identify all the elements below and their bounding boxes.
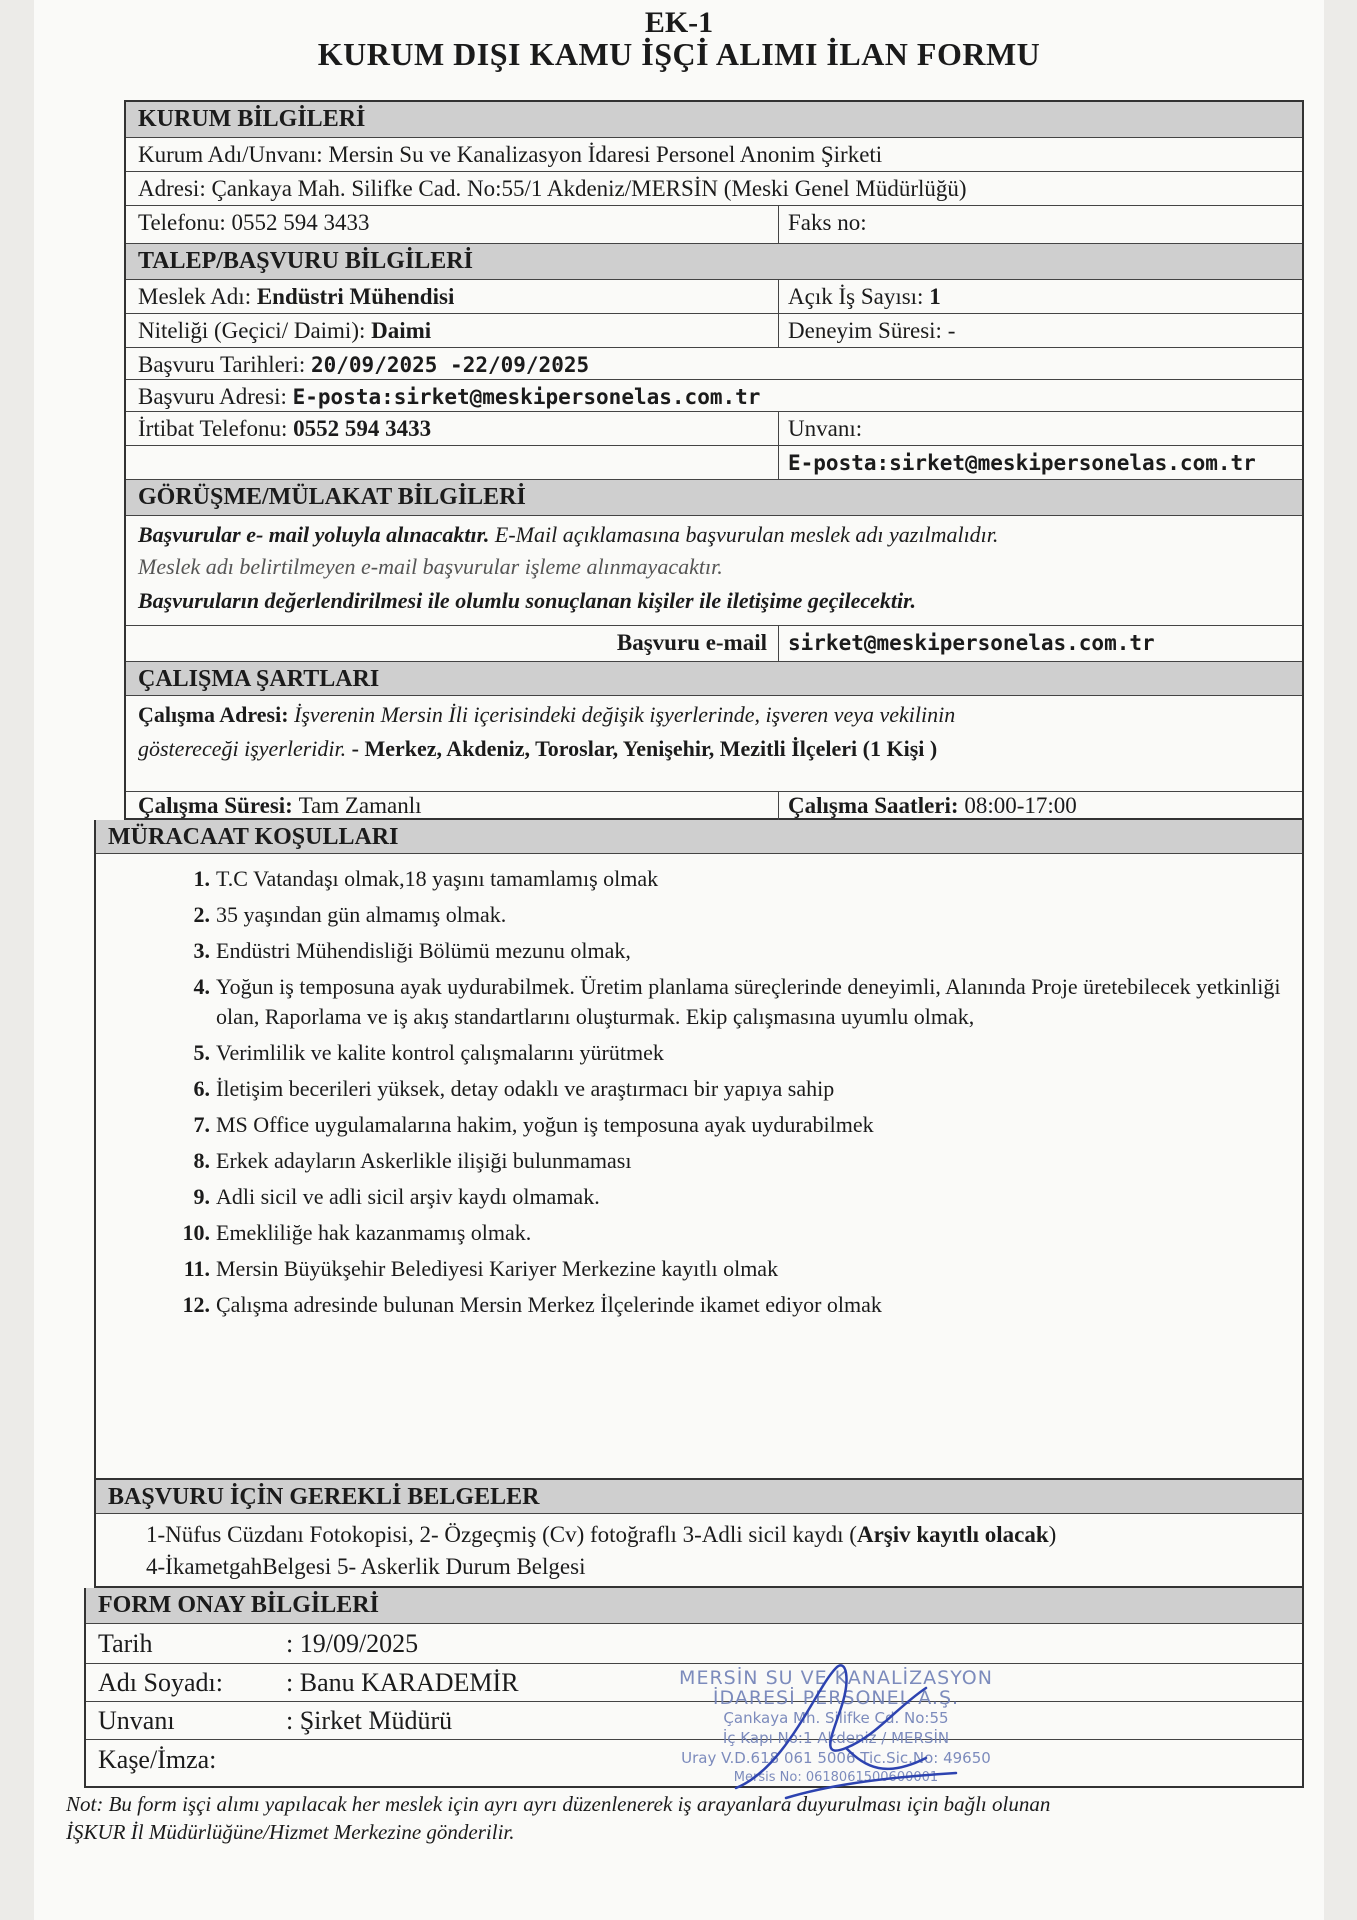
gorusme-line2: Meslek adı belirtilmeyen e-mail başvurular işleme alınmayacaktır. [138,554,723,579]
section-talep-title: TALEP/BAŞVURU BİLGİLERİ [138,248,473,274]
stamp-line5: Uray V.D.618 061 5006 Tic.Sic.No: 49650 [681,1749,991,1767]
condition-item [96,900,1292,930]
calisma-adres-label: Çalışma Adresi: [138,702,295,727]
condition-text: Çalışma adresinde bulunan Mersin Merkez İlçelerinde ikamet ediyor olmak [216,1292,882,1317]
section-muracaat-title: MÜRACAAT KOŞULLARI [108,824,399,850]
calisma-ilceler: - Merkez, Akdeniz, Toroslar, Yenişehir, Mezitli İlçeleri (1 Kişi ) [346,736,938,761]
condition-number: 9. [193,1184,210,1209]
deneyim: Deneyim Süresi: - [788,318,956,343]
irtibat-row [126,412,1302,446]
footer-note-line1: Not: Bu form işçi alımı yapılacak her meslek için ayrı ayrı düzenlenerek iş arayanlara duyurulması için bağlı olunan [66,1792,1051,1816]
condition-number: 12. [182,1292,210,1317]
form-title: KURUM DIŞI KAMU İŞÇİ ALIMI İLAN FORMU [317,36,1041,72]
kurum-fax: Faks no: [788,210,867,235]
tarih-label: Başvuru Tarihleri: [138,352,311,377]
condition-text: Verimlilik ve kalite kontrol çalışmalarını yürütmek [216,1040,664,1065]
condition-text: Adli sicil ve adli sicil arşiv kaydı olmamak. [216,1184,600,1209]
condition-item [96,1146,1292,1176]
kurum-address-row [126,172,1302,206]
eposta-value: E-posta:sirket@meskipersonelas.com.tr [788,451,1256,475]
section-kurum [126,102,1302,138]
section-gorusme-title: GÖRÜŞME/MÜLAKAT BİLGİLERİ [138,484,526,510]
calisma-adres [126,696,1302,792]
muracaat-section [94,820,1304,1480]
nitelik-value: Daimi [371,318,432,343]
unvan-label: Unvanı: [788,416,863,441]
section-gorusme [126,480,1302,516]
condition-number: 11. [183,1256,210,1281]
meslek-row [126,280,1302,314]
condition-number: 1. [193,866,210,891]
stamp-line2: İDARESİ PERSONEL A.Ş. [712,1687,960,1709]
calisma-sure-row [126,792,1302,820]
section-calisma [126,662,1302,696]
onay-kase-label: Kaşe/İmza: [98,1745,217,1774]
irtibat-value: 0552 594 3433 [293,416,432,441]
condition-item [96,972,1292,1032]
kurum-address: Adresi: Çankaya Mah. Silifke Cad. No:55/1 Akdeniz/MERSİN (Meski Genel Müdürlüğü) [138,176,967,201]
kurum-name-row [126,138,1302,172]
belgeler-arsiv: Arşiv kayıtlı olacak [856,1522,1049,1547]
condition-item [96,1038,1292,1068]
basvuru-adres-value: E-posta:sirket@meskipersonelas.com.tr [292,385,761,409]
kurum-name: Kurum Adı/Unvanı: Mersin Su ve Kanalizasyon İdaresi Personel Anonim Şirketi [138,142,883,167]
condition-number: 4. [193,974,210,999]
irtibat-label: İrtibat Telefonu: [138,416,294,441]
section-onay [86,1588,1302,1624]
form-page [34,0,1324,1920]
sure-value: Tam Zamanlı [298,793,422,818]
section-belgeler [96,1480,1302,1514]
onay-tarih-row [86,1624,1302,1664]
condition-item [96,1074,1292,1104]
onay-unvan-value: : Şirket Müdürü [286,1706,453,1735]
kurum-phone-row [126,206,1302,244]
tarih-row [126,348,1302,380]
stamp-line1: MERSİN SU VE KANALİZASYON [679,1667,993,1689]
onay-unvan-label: Unvanı [98,1706,175,1735]
condition-text: Endüstri Mühendisliği Bölümü mezunu olmak, [216,938,631,963]
basvuru-adres-label: Başvuru Adresi: [138,384,293,409]
info-table [124,100,1304,820]
condition-item [96,936,1292,966]
condition-number: 6. [193,1076,210,1101]
section-kurum-title: KURUM BİLGİLERİ [138,106,366,132]
section-belgeler-title: BAŞVURU İÇİN GEREKLİ BELGELER [108,1484,540,1510]
saat-value: 08:00-17:00 [964,793,1077,818]
belgeler-section [94,1480,1304,1588]
calisma-adres-line1: İşverenin Mersin İli içerisindeki değişik işyerlerinde, işveren veya vekilinin [294,702,956,727]
meslek-label: Meslek Adı: [138,284,257,309]
onay-section [84,1588,1304,1788]
onay-tarih-value: : 19/09/2025 [286,1629,419,1658]
condition-text: Yoğun iş temposuna ayak uydurabilmek. Üretim planlama süreçlerinde deneyimli, Alanında Proje üretebilecek yetkinliği olan, Raporlama ve iş akış standartlarını oluşturmak. Ekip çalışmasına uyumlu olmak, [216,974,1281,1029]
condition-item [96,1182,1292,1212]
gorusme-line1-rest: E-Mail açıklamasına başvurulan meslek adı yazılmalıdır. [489,522,999,547]
tarih-value: 20/09/2025 -22/09/2025 [310,353,590,377]
nitelik-label: Niteliği (Geçici/ Daimi): [138,318,372,343]
eposta-row [126,446,1302,480]
condition-item [96,864,1292,894]
belgeler-line2: 4-İkametgahBelgesi 5- Askerlik Durum Belgesi [146,1554,586,1579]
condition-text: MS Office uygulamalarına hakim, yoğun iş temposuna ayak uydurabilmek [216,1112,874,1137]
meslek-value: Endüstri Mühendisi [256,284,455,309]
section-onay-title: FORM ONAY BİLGİLERİ [98,1592,379,1618]
condition-number: 2. [193,902,210,927]
basvuru-adres-row [126,380,1302,412]
calisma-adres-line2: göstereceği işyerleridir. [138,736,347,761]
nitelik-row [126,314,1302,348]
condition-number: 8. [193,1148,210,1173]
condition-text: 35 yaşından gün almamış olmak. [216,902,507,927]
belgeler-line1: 1-Nüfus Cüzdanı Fotokopisi, 2- Özgeçmiş (Cv) fotoğraflı 3-Adli sicil kaydı ( [146,1522,857,1547]
signature [726,1648,966,1808]
condition-number: 10. [182,1220,210,1245]
basvuru-email-row [126,626,1302,662]
saat-label: Çalışma Saatleri: [788,793,965,818]
condition-text: İletişim becerileri yüksek, detay odaklı ve araştırmacı bir yapıya sahip [216,1076,835,1101]
form-code: EK-1 [644,6,714,39]
section-talep [126,244,1302,280]
acik-is-label: Açık İş Sayısı: [788,284,930,309]
condition-text: T.C Vatandaşı olmak,18 yaşını tamamlamış olmak [216,866,659,891]
conditions-list [96,864,1292,1326]
section-calisma-title: ÇALIŞMA ŞARTLARI [138,666,380,692]
sure-label: Çalışma Süresi: [138,793,299,818]
kurum-phone: Telefonu: 0552 594 3433 [138,210,370,235]
condition-text: Emekliliğe hak kazanmamış olmak. [216,1220,532,1245]
gorusme-line3: Başvuruların değerlendirilmesi ile olumlu sonuçlanan kişiler ile iletişime geçilecektir. [138,588,916,613]
onay-ad-label: Adı Soyadı: [98,1668,223,1697]
condition-number: 5. [193,1040,210,1065]
stamp-line4: İç Kapı No:1 Akdeniz / MERSİN [722,1729,950,1747]
condition-number: 3. [193,938,210,963]
condition-item [96,1290,1292,1320]
belgeler-line1-end: ) [1048,1522,1057,1547]
condition-text: Erkek adayların Askerlikle ilişiği bulunmaması [216,1148,632,1173]
onay-tarih-label: Tarih [98,1629,153,1658]
gorusme-text [126,516,1302,626]
condition-text: Mersin Büyükşehir Belediyesi Kariyer Merkezine kayıtlı olmak [216,1256,779,1281]
onay-ad-value: : Banu KARADEMİR [286,1668,519,1697]
basvuru-email-label: Başvuru e-mail [616,630,767,655]
condition-item [96,1254,1292,1284]
gorusme-line1-bold: Başvurular e- mail yoluyla alınacaktır. [138,522,490,547]
section-muracaat [96,820,1302,854]
footer-note-line2: İŞKUR İl Müdürlüğüne/Hizmet Merkezine gönderilir. [66,1820,515,1844]
condition-item [96,1218,1292,1248]
basvuru-email-value: sirket@meskipersonelas.com.tr [788,631,1155,655]
stamp-line6: Mersis No: 0618061500600001 [733,1770,939,1785]
condition-number: 7. [193,1112,210,1137]
acik-is-value: 1 [929,284,941,309]
stamp-line3: Çankaya Mh. Silifke Cd. No:55 [723,1709,949,1727]
condition-item [96,1110,1292,1140]
